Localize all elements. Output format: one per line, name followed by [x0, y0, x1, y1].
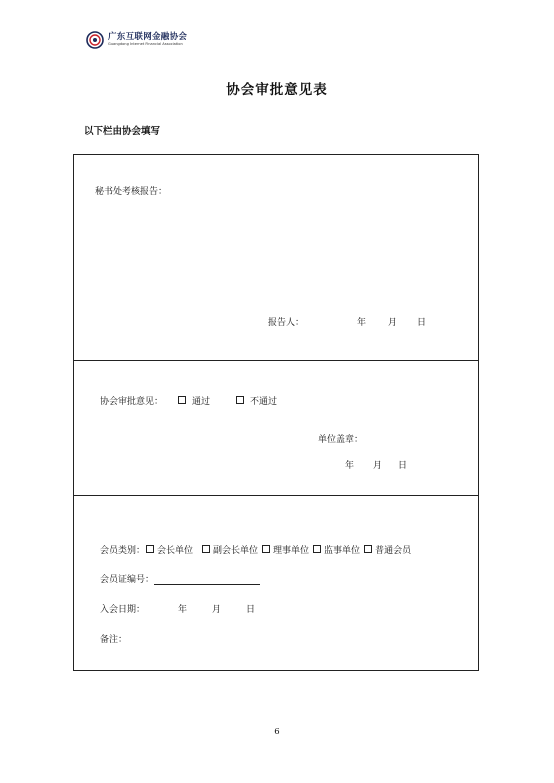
- report-year-label: 年: [357, 318, 367, 328]
- member-type-label: 会员类别：: [100, 546, 146, 556]
- page-title: 协会审批意见表: [226, 82, 328, 98]
- report-month-label: 月: [388, 318, 398, 328]
- join-year-label: 年: [178, 605, 188, 615]
- section-subtitle: 以下栏由协会填写: [84, 126, 161, 137]
- member-type-option[interactable]: [364, 543, 411, 556]
- remarks-label: 备注：: [100, 635, 128, 645]
- logo-emblem-icon: [86, 31, 104, 49]
- member-type-option-label: 监事单位: [324, 546, 361, 556]
- option-reject[interactable]: [236, 394, 277, 407]
- member-cert-label: [100, 572, 260, 585]
- report-day-label: 日: [417, 318, 427, 328]
- member-type-option[interactable]: [146, 543, 193, 556]
- seal-label: 单位盖章：: [318, 435, 364, 445]
- approve-checkbox[interactable]: [178, 396, 186, 404]
- member-type-option[interactable]: [202, 543, 258, 556]
- member-type-checkbox[interactable]: [202, 545, 210, 553]
- logo-english-name: Guangdong Internet Financial Association: [108, 42, 183, 47]
- join-month-label: 月: [212, 605, 222, 615]
- logo-chinese-name: 广东互联网金融协会: [108, 32, 188, 43]
- approve-option-label: 通过: [192, 397, 211, 407]
- section-divider-1: [73, 360, 479, 361]
- association-logo: [86, 30, 187, 50]
- member-type-checkbox[interactable]: [262, 545, 270, 553]
- member-type-option-label: 理事单位: [273, 546, 310, 556]
- member-cert-number-field[interactable]: [154, 576, 260, 585]
- member-type-option-label: 普通会员: [375, 546, 412, 556]
- member-type-option[interactable]: [313, 543, 360, 556]
- reporter-field[interactable]: [306, 312, 354, 325]
- member-cert-label-text: 会员证编号：: [100, 575, 155, 585]
- join-date-label: 入会日期：: [100, 605, 146, 615]
- approval-day-label: 日: [398, 461, 408, 471]
- member-type-option[interactable]: [262, 543, 309, 556]
- approval-year-label: 年: [345, 461, 355, 471]
- page-number: 6: [274, 727, 280, 737]
- option-approve[interactable]: [178, 394, 210, 407]
- member-type-option-label: 会长单位: [157, 546, 194, 556]
- member-type-checkbox[interactable]: [364, 545, 372, 553]
- reject-checkbox[interactable]: [236, 396, 244, 404]
- member-type-checkbox[interactable]: [146, 545, 154, 553]
- approval-month-label: 月: [373, 461, 383, 471]
- approval-opinion-label: 协会审批意见：: [100, 397, 164, 407]
- join-day-label: 日: [246, 605, 256, 615]
- remarks-field[interactable]: [128, 628, 468, 664]
- section-divider-2: [73, 495, 479, 496]
- member-type-checkbox[interactable]: [313, 545, 321, 553]
- reject-option-label: 不通过: [250, 397, 278, 407]
- reporter-label: 报告人：: [268, 318, 305, 328]
- member-type-option-label: 副会长单位: [213, 546, 259, 556]
- secretariat-report-field[interactable]: [95, 200, 465, 300]
- secretariat-report-label: 秘书处考核报告：: [95, 187, 168, 197]
- member-type-options: [146, 543, 411, 556]
